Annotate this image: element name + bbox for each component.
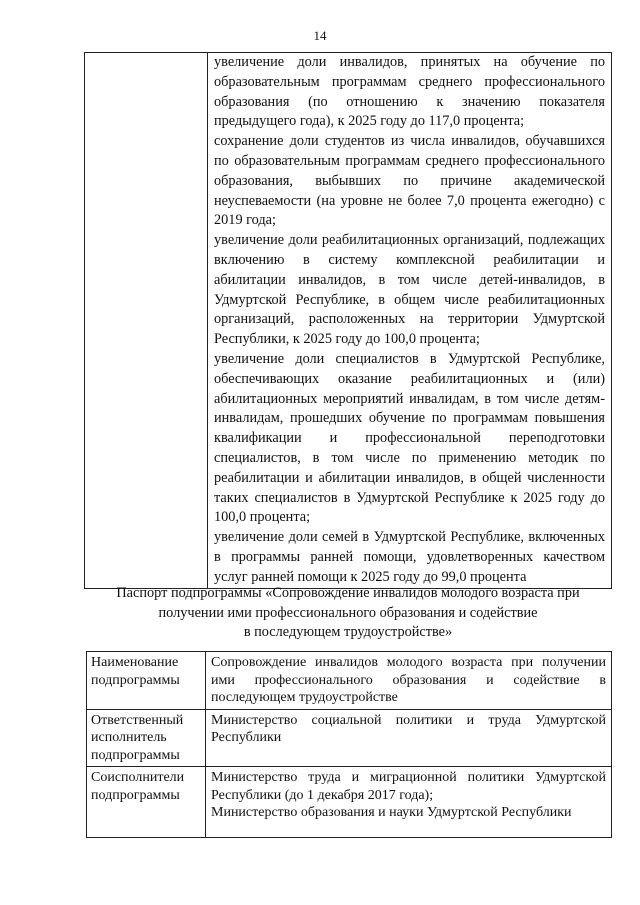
indicator-paragraph: увеличение доли специалистов в Удмуртской Республике, обеспечивающих оказание реабилитационных и (или) абилитационных мероприятий инвалидам, в том числе детям-инвалидам, прошедших обучение по программам повышения квалификации и профессиональной переподготовки специалистов, в том числе по применению методик по реабилитации и абилитации инвалидов, в общей численности таких специалистов в Удмуртской Республике к 2025 году до 100,0 процента; xyxy=(214,350,605,526)
indicators-row xyxy=(85,53,612,589)
indicators-cell xyxy=(208,53,612,589)
indicator-paragraph: сохранение доли студентов из числа инвалидов, обучавшихся по образовательным программам среднего профессионального образования, выбывших по причине академической неуспеваемости (на уровне не более 7,0 процента ежегодно) с 2019 года; xyxy=(214,133,605,229)
row-label: Наименование подпрограммы xyxy=(87,652,206,710)
coexecutor-item: Министерство образования и науки Удмуртской Республики xyxy=(211,805,572,820)
passport-row-name xyxy=(87,652,612,710)
passport-title-line: Паспорт подпрограммы «Сопровождение инвалидов молодого возраста при xyxy=(116,585,580,601)
passport-title xyxy=(84,584,612,643)
passport-table xyxy=(86,651,612,838)
indicators-table xyxy=(84,52,612,589)
indicator-paragraph: увеличение доли семей в Удмуртской Республике, включенных в программы ранней помощи, удовлетворенных качеством услуг ранней помощи к 2025 году до 99,0 процента xyxy=(214,529,605,585)
row-value: Министерство социальной политики и труда Удмуртской Республики xyxy=(206,709,612,767)
coexecutor-item: Министерство труда и миграционной политики Удмуртской Республики (до 1 декабря 2017 года); xyxy=(211,770,606,803)
passport-title-line: в последующем трудоустройстве» xyxy=(243,624,453,640)
passport-title-line: получении ими профессионального образования и содействие xyxy=(158,604,538,621)
row-label: Ответственный исполнитель подпрограммы xyxy=(87,709,206,767)
row-value: Сопровождение инвалидов молодого возраста при получении ими профессионального образования и содействие в последующем трудоустройстве xyxy=(206,652,612,710)
empty-label-cell xyxy=(85,53,208,589)
row-label: Соисполнители подпрограммы xyxy=(87,767,206,838)
indicator-paragraph: увеличение доли реабилитационных организаций, подлежащих включению в систему комплексной реабилитации и абилитации инвалидов, в том числе детей-инвалидов, в Удмуртской Республике, в общем числе реабилитационных организаций, расположенных на территории Удмуртской Республики, к 2025 году до 100,0 процента; xyxy=(214,232,605,348)
row-value-multi xyxy=(206,767,612,838)
page-number: 14 xyxy=(313,28,327,43)
passport-row-coexecutors xyxy=(87,767,612,838)
indicator-paragraph: увеличение доли инвалидов, принятых на обучение по образовательным программам среднего профессионального образования (по отношению к значению показателя предыдущего года), к 2025 году до 117,0 процента; xyxy=(214,54,605,130)
passport-row-responsible xyxy=(87,709,612,767)
